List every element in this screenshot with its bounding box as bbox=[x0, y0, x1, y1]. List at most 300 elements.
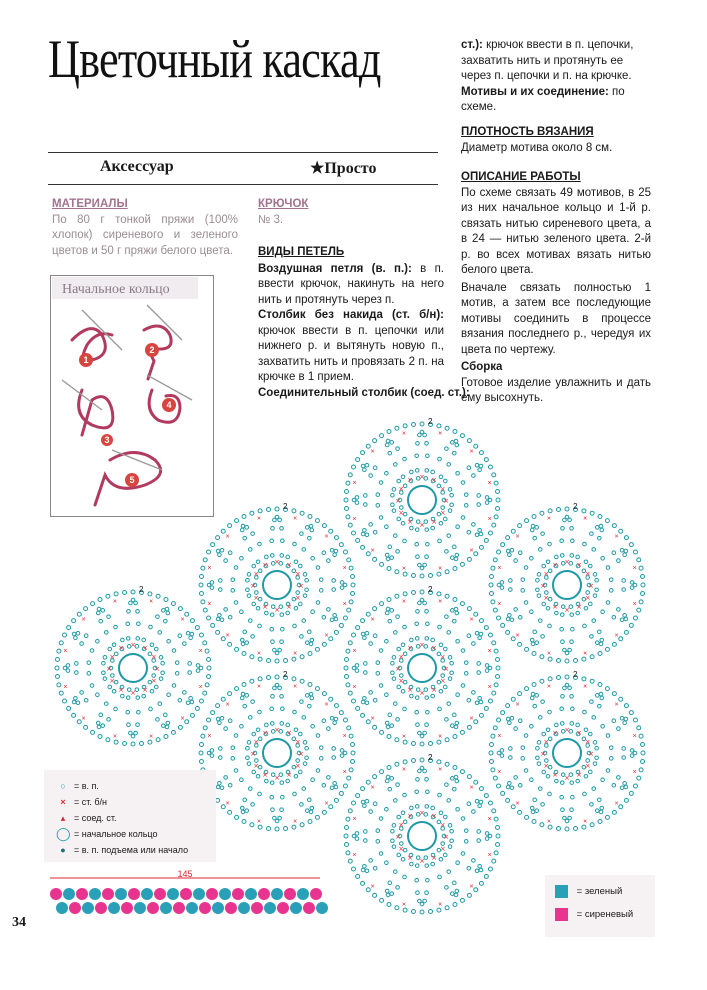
svg-text:×: × bbox=[256, 818, 261, 826]
round-label: 2 bbox=[283, 502, 288, 511]
page-number: 34 bbox=[12, 915, 26, 930]
svg-text:×: × bbox=[419, 521, 425, 529]
svg-text:×: × bbox=[207, 564, 212, 572]
svg-text:×: × bbox=[552, 770, 558, 779]
svg-text:×: × bbox=[632, 601, 637, 609]
svg-text:×: × bbox=[469, 883, 474, 891]
svg-text:×: × bbox=[294, 594, 301, 602]
svg-text:×: × bbox=[583, 515, 588, 523]
title-rule bbox=[48, 152, 438, 153]
svg-text:×: × bbox=[552, 729, 558, 738]
svg-text:×: × bbox=[632, 769, 637, 777]
svg-text:×: × bbox=[256, 515, 261, 523]
svg-text:×: × bbox=[515, 800, 520, 808]
ch-text: в п. ввести крючок, накинуть на него нить и протянуть через п. bbox=[258, 262, 444, 306]
svg-text:×: × bbox=[118, 685, 124, 694]
svg-text:×: × bbox=[262, 602, 268, 611]
svg-text:×: × bbox=[149, 598, 154, 606]
green-label: = зеленый bbox=[576, 886, 623, 898]
svg-text:×: × bbox=[497, 564, 502, 572]
legend-label-ch: = в. п. bbox=[74, 781, 99, 791]
svg-text:×: × bbox=[543, 738, 550, 746]
svg-text:×: × bbox=[614, 800, 619, 808]
svg-text:×: × bbox=[401, 598, 406, 606]
subhead-rule bbox=[48, 184, 438, 185]
svg-text:×: × bbox=[395, 497, 401, 505]
work-section bbox=[461, 170, 651, 407]
assembly-title: Сборка bbox=[461, 361, 503, 373]
svg-text:×: × bbox=[469, 715, 474, 723]
svg-text:×: × bbox=[497, 601, 502, 609]
svg-text:×: × bbox=[293, 515, 298, 523]
svg-text:×: × bbox=[438, 901, 443, 909]
svg-text:×: × bbox=[370, 616, 375, 624]
strip-bead bbox=[297, 888, 309, 900]
svg-text:×: × bbox=[324, 533, 329, 541]
svg-text:×: × bbox=[439, 653, 446, 661]
svg-text:×: × bbox=[225, 632, 230, 640]
svg-text:×: × bbox=[370, 448, 375, 456]
round-label: 2 bbox=[428, 753, 433, 762]
svg-text:×: × bbox=[370, 715, 375, 723]
svg-text:×: × bbox=[431, 476, 437, 485]
strip-bead bbox=[199, 902, 211, 914]
round-label: 2 bbox=[573, 670, 578, 679]
svg-text:×: × bbox=[112, 733, 117, 741]
work-p2: Вначале связать полностью 1 мотив, а затем все последующие мотивы соединить в процессе вязания последнего р., чередуя их цвета по чертежу. bbox=[461, 281, 651, 356]
motif-5 bbox=[344, 585, 500, 746]
svg-text:×: × bbox=[546, 515, 551, 523]
svg-text:×: × bbox=[543, 762, 550, 770]
svg-text:×: × bbox=[342, 732, 347, 740]
svg-text:×: × bbox=[198, 647, 203, 655]
svg-text:×: × bbox=[431, 685, 437, 694]
svg-text:×: × bbox=[298, 582, 304, 590]
svg-text:×: × bbox=[540, 582, 546, 590]
svg-text:×: × bbox=[515, 632, 520, 640]
legend-label-sc: = ст. б/н bbox=[74, 797, 108, 807]
stitches-heading: ВИДЫ ПЕТЕЛЬ bbox=[258, 246, 345, 258]
svg-text:×: × bbox=[256, 650, 261, 658]
svg-text:×: × bbox=[63, 647, 68, 655]
svg-text:×: × bbox=[614, 632, 619, 640]
strip-bead bbox=[173, 902, 185, 914]
svg-text:×: × bbox=[398, 821, 405, 829]
strip-bead bbox=[290, 902, 302, 914]
svg-text:×: × bbox=[439, 677, 446, 685]
svg-text:×: × bbox=[342, 601, 347, 609]
svg-text:×: × bbox=[564, 558, 570, 566]
strip-bead bbox=[147, 902, 159, 914]
svg-text:×: × bbox=[324, 701, 329, 709]
svg-text:×: × bbox=[469, 448, 474, 456]
svg-text:×: × bbox=[515, 701, 520, 709]
svg-text:×: × bbox=[588, 750, 594, 758]
strip-bead bbox=[212, 902, 224, 914]
stitches-section bbox=[258, 245, 470, 401]
svg-text:×: × bbox=[293, 650, 298, 658]
svg-text:×: × bbox=[588, 582, 594, 590]
motif-8 bbox=[489, 670, 645, 831]
svg-text:×: × bbox=[469, 616, 474, 624]
svg-text:×: × bbox=[298, 750, 304, 758]
svg-text:×: × bbox=[286, 729, 292, 738]
svg-text:×: × bbox=[487, 815, 492, 823]
svg-text:×: × bbox=[398, 845, 405, 853]
page-title: Цветочный каскад bbox=[48, 29, 381, 89]
gauge-heading: ПЛОТНОСТЬ ВЯЗАНИЯ bbox=[461, 126, 594, 138]
strip-bead bbox=[271, 888, 283, 900]
difficulty-label: ★Просто bbox=[310, 160, 377, 177]
strip-bead bbox=[310, 888, 322, 900]
svg-text:×: × bbox=[584, 738, 591, 746]
svg-text:×: × bbox=[112, 598, 117, 606]
svg-text:×: × bbox=[487, 684, 492, 692]
strip-bead bbox=[115, 888, 127, 900]
svg-text:×: × bbox=[352, 647, 357, 655]
svg-text:×: × bbox=[253, 762, 260, 770]
strip-bead bbox=[160, 902, 172, 914]
svg-text:×: × bbox=[438, 766, 443, 774]
svg-text:×: × bbox=[487, 479, 492, 487]
svg-text:×: × bbox=[614, 701, 619, 709]
strip-bead bbox=[69, 902, 81, 914]
svg-text:×: × bbox=[293, 818, 298, 826]
motif-2 bbox=[199, 502, 355, 663]
svg-text:×: × bbox=[419, 473, 425, 481]
svg-text:×: × bbox=[419, 857, 425, 865]
svg-text:×: × bbox=[583, 683, 588, 691]
svg-text:×: × bbox=[250, 582, 256, 590]
strip-bead bbox=[50, 888, 62, 900]
svg-text:×: × bbox=[286, 602, 292, 611]
round-label: 2 bbox=[428, 417, 433, 426]
materials-heading: МАТЕРИАЛЫ bbox=[52, 198, 128, 210]
strip-bead bbox=[121, 902, 133, 914]
svg-text:×: × bbox=[576, 770, 582, 779]
svg-text:×: × bbox=[198, 684, 203, 692]
svg-text:×: × bbox=[419, 641, 425, 649]
ss-title-cont: ст.): bbox=[461, 39, 483, 51]
svg-text:×: × bbox=[352, 684, 357, 692]
ss-text: крючок ввести в п. цепочки, захватить нить и протянуть ее через п. цепочки и п. на крючке. bbox=[461, 39, 634, 82]
svg-text:×: × bbox=[109, 653, 116, 661]
category-label: Аксессуар bbox=[100, 158, 174, 175]
svg-text:×: × bbox=[407, 476, 413, 485]
svg-text:×: × bbox=[497, 732, 502, 740]
svg-text:×: × bbox=[370, 883, 375, 891]
svg-text:×: × bbox=[438, 598, 443, 606]
svg-text:×: × bbox=[632, 732, 637, 740]
svg-text:×: × bbox=[207, 601, 212, 609]
svg-text:×: × bbox=[540, 750, 546, 758]
motif-6 bbox=[344, 753, 500, 914]
svg-text:×: × bbox=[225, 701, 230, 709]
svg-text:×: × bbox=[407, 812, 413, 821]
svg-text:×: × bbox=[487, 852, 492, 860]
svg-text:×: × bbox=[106, 665, 112, 673]
svg-text:×: × bbox=[342, 564, 347, 572]
svg-text:×: × bbox=[546, 818, 551, 826]
svg-text:×: × bbox=[443, 497, 449, 505]
legend-sym-ch: ○ bbox=[60, 781, 66, 791]
color-legend-lilac bbox=[555, 908, 655, 921]
svg-text:×: × bbox=[564, 726, 570, 734]
svg-text:×: × bbox=[274, 774, 280, 782]
svg-text:×: × bbox=[395, 833, 401, 841]
svg-text:×: × bbox=[142, 685, 148, 694]
svg-text:×: × bbox=[401, 733, 406, 741]
svg-text:×: × bbox=[370, 784, 375, 792]
strip-bead bbox=[219, 888, 231, 900]
svg-text:×: × bbox=[401, 430, 406, 438]
lilac-label: = сиреневый bbox=[576, 909, 634, 921]
svg-text:×: × bbox=[439, 821, 446, 829]
svg-text:×: × bbox=[274, 726, 280, 734]
svg-text:×: × bbox=[407, 853, 413, 862]
strip-bead bbox=[82, 902, 94, 914]
legend-sym-start: ● bbox=[60, 845, 66, 855]
svg-text:×: × bbox=[546, 683, 551, 691]
svg-text:×: × bbox=[286, 770, 292, 779]
svg-text:×: × bbox=[262, 770, 268, 779]
legend-sym-ring: ◯ bbox=[56, 826, 71, 841]
svg-text:×: × bbox=[438, 733, 443, 741]
svg-text:×: × bbox=[443, 665, 449, 673]
svg-text:×: × bbox=[407, 644, 413, 653]
svg-text:×: × bbox=[584, 570, 591, 578]
strip-bead bbox=[167, 888, 179, 900]
svg-text:×: × bbox=[130, 641, 136, 649]
svg-text:×: × bbox=[324, 800, 329, 808]
symbol-legend bbox=[44, 770, 216, 862]
svg-text:×: × bbox=[438, 430, 443, 438]
green-swatch bbox=[555, 885, 568, 898]
gauge-text: Диаметр мотива около 8 см. bbox=[461, 141, 613, 154]
svg-text:×: × bbox=[431, 517, 437, 526]
svg-text:×: × bbox=[543, 594, 550, 602]
svg-text:×: × bbox=[398, 677, 405, 685]
strip-bead bbox=[232, 888, 244, 900]
svg-text:×: × bbox=[81, 715, 86, 723]
svg-text:×: × bbox=[149, 733, 154, 741]
strip-bead bbox=[206, 888, 218, 900]
svg-text:×: × bbox=[294, 738, 301, 746]
svg-text:×: × bbox=[469, 784, 474, 792]
strip-bead bbox=[186, 902, 198, 914]
svg-text:×: × bbox=[370, 547, 375, 555]
svg-text:×: × bbox=[294, 762, 301, 770]
svg-text:×: × bbox=[225, 800, 230, 808]
strip-bead bbox=[89, 888, 101, 900]
svg-text:×: × bbox=[584, 594, 591, 602]
svg-text:×: × bbox=[487, 516, 492, 524]
strip-bead bbox=[76, 888, 88, 900]
svg-text:×: × bbox=[81, 616, 86, 624]
svg-text:×: × bbox=[564, 606, 570, 614]
svg-text:×: × bbox=[431, 812, 437, 821]
hook-section bbox=[258, 197, 444, 228]
svg-text:×: × bbox=[150, 653, 157, 661]
lilac-swatch bbox=[555, 908, 568, 921]
svg-text:×: × bbox=[576, 602, 582, 611]
strip-bead bbox=[180, 888, 192, 900]
svg-text:×: × bbox=[352, 479, 357, 487]
motif-7 bbox=[489, 502, 645, 663]
strip-bead bbox=[108, 902, 120, 914]
svg-text:×: × bbox=[398, 653, 405, 661]
work-heading: ОПИСАНИЕ РАБОТЫ bbox=[461, 171, 581, 183]
strip-count: 145 bbox=[177, 869, 193, 879]
svg-text:×: × bbox=[583, 650, 588, 658]
hook-heading: КРЮЧОК bbox=[258, 198, 309, 210]
svg-text:×: × bbox=[274, 558, 280, 566]
strip-bead bbox=[102, 888, 114, 900]
step-num-5: 5 bbox=[129, 475, 135, 485]
round-label: 2 bbox=[573, 502, 578, 511]
legend-label-ring: = начальное кольцо bbox=[74, 829, 158, 839]
svg-text:×: × bbox=[253, 570, 260, 578]
motif-4 bbox=[344, 417, 500, 578]
svg-text:×: × bbox=[469, 547, 474, 555]
strip-bead bbox=[63, 888, 75, 900]
svg-text:×: × bbox=[438, 565, 443, 573]
svg-text:×: × bbox=[352, 516, 357, 524]
svg-text:×: × bbox=[401, 766, 406, 774]
svg-text:×: × bbox=[395, 665, 401, 673]
svg-text:×: × bbox=[419, 809, 425, 817]
strip-bead bbox=[284, 888, 296, 900]
svg-text:×: × bbox=[63, 684, 68, 692]
strip-bead bbox=[193, 888, 205, 900]
svg-text:×: × bbox=[614, 533, 619, 541]
hook-2 bbox=[147, 305, 182, 340]
hook-text: № 3. bbox=[258, 213, 284, 226]
svg-text:×: × bbox=[286, 561, 292, 570]
strip-bead bbox=[141, 888, 153, 900]
legend-sym-ss: ▴ bbox=[60, 812, 66, 823]
legend-row-start bbox=[56, 842, 216, 858]
svg-text:×: × bbox=[225, 533, 230, 541]
materials-text: По 80 г тонкой пряжи (100% хлопок) сиреневого и зеленого цветов и 50 г пряжи белого цвета. bbox=[52, 213, 238, 257]
svg-text:×: × bbox=[546, 650, 551, 658]
svg-text:×: × bbox=[342, 769, 347, 777]
svg-text:×: × bbox=[274, 606, 280, 614]
sc-text: крючок ввести в п. цепочки или нижнего р. и вытянуть новую п., захватить нить и провязать 2 п. на крючке в 1 прием. bbox=[258, 324, 444, 383]
color-legend-green bbox=[555, 885, 655, 898]
ch-title: Воздушная петля (в. п.): bbox=[258, 262, 412, 275]
svg-text:×: × bbox=[576, 561, 582, 570]
svg-text:×: × bbox=[352, 852, 357, 860]
svg-text:×: × bbox=[439, 845, 446, 853]
strip-bead bbox=[277, 902, 289, 914]
strip-bead bbox=[154, 888, 166, 900]
motif-3 bbox=[199, 670, 355, 831]
strip-bead bbox=[264, 902, 276, 914]
step-num-4: 4 bbox=[166, 400, 172, 410]
svg-text:×: × bbox=[564, 774, 570, 782]
svg-text:×: × bbox=[207, 732, 212, 740]
legend-sym-sc: × bbox=[60, 797, 66, 807]
svg-text:×: × bbox=[515, 533, 520, 541]
svg-text:×: × bbox=[552, 602, 558, 611]
step-num-1: 1 bbox=[83, 355, 89, 365]
svg-text:×: × bbox=[584, 762, 591, 770]
legend-row-sc bbox=[56, 794, 216, 810]
strip-bead bbox=[134, 902, 146, 914]
svg-text:×: × bbox=[256, 683, 261, 691]
legend-row-ss bbox=[56, 810, 216, 826]
svg-text:×: × bbox=[118, 644, 124, 653]
svg-text:×: × bbox=[583, 818, 588, 826]
round-label: 2 bbox=[139, 585, 144, 594]
assembly-text: Готовое изделие увлажнить и дать ему высохнуть. bbox=[461, 376, 651, 404]
color-strip bbox=[40, 870, 330, 932]
materials-section bbox=[52, 197, 238, 259]
color-legend bbox=[545, 875, 655, 937]
svg-text:×: × bbox=[250, 750, 256, 758]
svg-text:×: × bbox=[419, 689, 425, 697]
svg-text:×: × bbox=[497, 769, 502, 777]
step-num-3: 3 bbox=[104, 435, 110, 445]
strip-bead bbox=[258, 888, 270, 900]
svg-text:×: × bbox=[552, 561, 558, 570]
svg-text:×: × bbox=[262, 561, 268, 570]
svg-text:×: × bbox=[154, 665, 160, 673]
legend-row-ring bbox=[56, 826, 216, 842]
ss-title: Соединительный столбик (соед. ст.): bbox=[258, 386, 470, 399]
strip-bead bbox=[303, 902, 315, 914]
svg-text:×: × bbox=[401, 901, 406, 909]
svg-text:×: × bbox=[407, 685, 413, 694]
svg-text:×: × bbox=[150, 677, 157, 685]
svg-text:×: × bbox=[324, 632, 329, 640]
svg-text:×: × bbox=[543, 570, 550, 578]
motifs-title: Мотивы и их соединение: bbox=[461, 85, 609, 98]
step-num-2: 2 bbox=[149, 345, 155, 355]
svg-text:×: × bbox=[294, 570, 301, 578]
strip-bead bbox=[95, 902, 107, 914]
stitch-continuation bbox=[461, 38, 649, 116]
strip-bead bbox=[245, 888, 257, 900]
strip-bead bbox=[128, 888, 140, 900]
strip-bead bbox=[316, 902, 328, 914]
svg-text:×: × bbox=[130, 689, 136, 697]
svg-text:×: × bbox=[253, 594, 260, 602]
ring-box-label: Начальное кольцо bbox=[62, 282, 170, 297]
svg-text:×: × bbox=[398, 485, 405, 493]
motifs-chart bbox=[0, 390, 707, 950]
sc-title: Столбик без накида (ст. б/н): bbox=[258, 309, 444, 321]
svg-text:×: × bbox=[632, 564, 637, 572]
svg-text:×: × bbox=[487, 647, 492, 655]
svg-text:×: × bbox=[180, 616, 185, 624]
svg-text:×: × bbox=[431, 853, 437, 862]
svg-text:×: × bbox=[262, 729, 268, 738]
svg-text:×: × bbox=[407, 517, 413, 526]
work-p1: По схеме связать 49 мотивов, в 25 из них начальное кольцо и 1-й р. связать нитью сиреневого цвета, а в 24 — нитью зеленого цвета. 2-й р. во всех мотивах вязать нитью белого цвета. bbox=[461, 186, 651, 276]
svg-text:×: × bbox=[439, 509, 446, 517]
strip-bead bbox=[251, 902, 263, 914]
svg-text:×: × bbox=[142, 644, 148, 653]
motif-1 bbox=[55, 585, 211, 746]
svg-text:×: × bbox=[398, 509, 405, 517]
svg-text:×: × bbox=[443, 833, 449, 841]
svg-text:×: × bbox=[439, 485, 446, 493]
round-label: 2 bbox=[428, 585, 433, 594]
strip-bead bbox=[56, 902, 68, 914]
svg-text:×: × bbox=[180, 715, 185, 723]
